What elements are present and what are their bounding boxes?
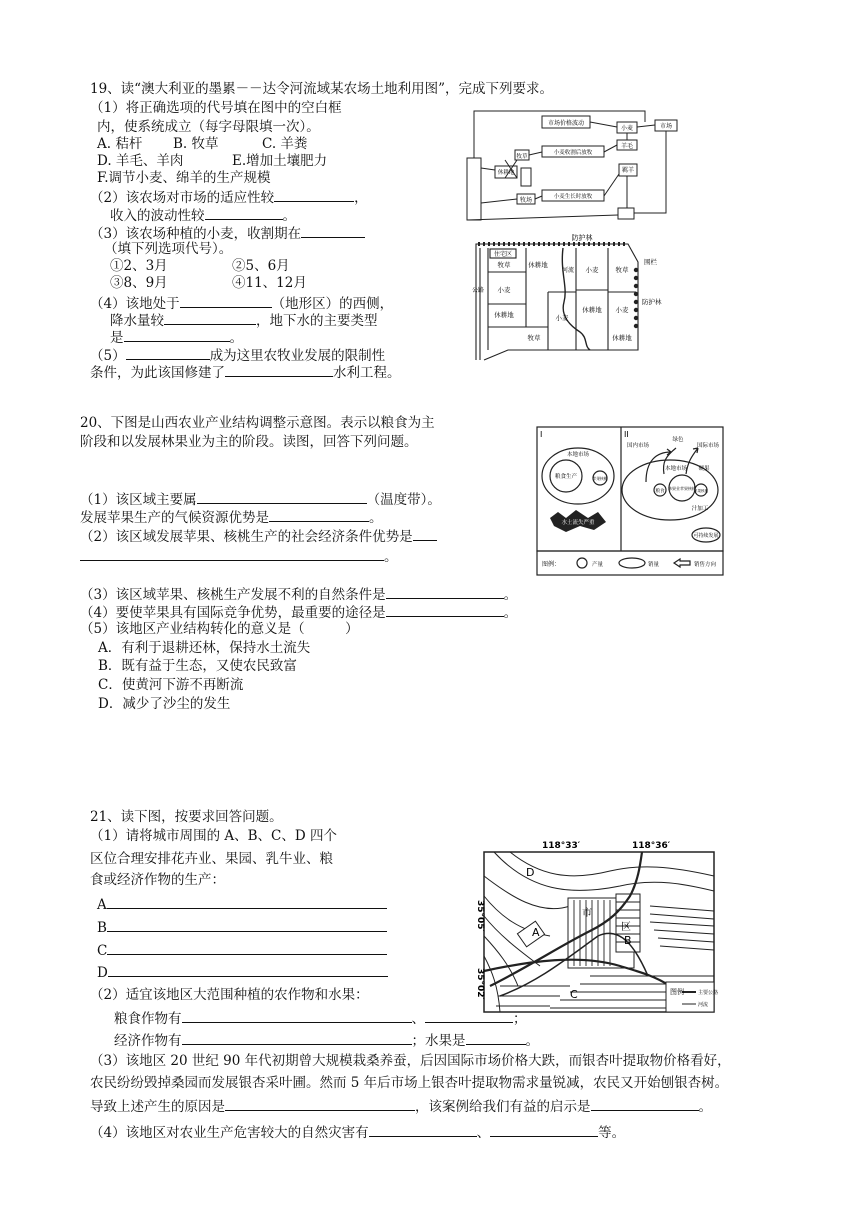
map-legend-river: 河流 — [698, 1002, 709, 1008]
fig-label: 绿色 — [672, 437, 684, 443]
q20-part4: （4）要使苹果具有国际竞争优势，最重要的途径是 。 — [80, 602, 517, 622]
map-city: 区 — [621, 922, 631, 933]
map-label: 牧草 — [527, 334, 541, 342]
q19-option-a: A. 秸杆 — [97, 136, 143, 152]
q19-part2-line2: 收入的波动性较 。 — [110, 205, 296, 225]
answer-blank[interactable] — [591, 1096, 699, 1111]
flow-label: 羁羊 — [621, 167, 635, 174]
q19-part4-line3: 是 。 — [110, 327, 243, 347]
map-label: 公路 — [472, 287, 485, 294]
answer-blank[interactable] — [107, 894, 387, 909]
fig-legend: 销量 — [648, 562, 660, 568]
map-label: 围栏 — [644, 258, 657, 266]
answer-blank[interactable] — [386, 584, 504, 599]
q20-figure — [536, 426, 726, 578]
q19-month-3: ③8、9月 — [110, 275, 168, 291]
map-label: 休耕地 — [494, 311, 514, 319]
q21-part3-line2: 农民纷纷毁掉桑园而发展银杏采叶圃。然而 5 年后市场上银杏叶提取物需求量锐减，农民又开始刨银杏树。 — [90, 1075, 729, 1091]
answer-blank[interactable] — [182, 1008, 412, 1023]
fig-label: 可持续发展 — [693, 533, 719, 539]
q21-answer-d: D — [97, 962, 388, 982]
q20-part3: （3）该区域苹果、核桃生产发展不利的自然条件是 。 — [80, 584, 517, 604]
map-label: 牧草 — [615, 266, 629, 274]
answer-blank[interactable] — [124, 327, 230, 342]
answer-blank[interactable] — [225, 1096, 415, 1111]
answer-blank[interactable] — [301, 223, 365, 238]
q19-part1-line2: 内，使系统成立（每字母限填一次）。 — [97, 119, 320, 135]
q19-part4-line2: 降水量较 ，地下水的主要类型 — [110, 310, 378, 330]
q20-part5: （5）该地区产业结构转化的意义是（ ） — [80, 621, 359, 637]
fig-label: 林果业苹果核桃 — [668, 486, 696, 491]
fig-label: 苹果核桃 — [694, 489, 708, 493]
map-label: 小麦 — [615, 306, 629, 314]
q21-answer-a: A — [97, 894, 387, 914]
fig-label: 国际市场 — [696, 443, 720, 449]
q21-part4: （4）该地区对农业生产危害较大的自然灾害有 、 等。 — [90, 1122, 625, 1142]
answer-blank[interactable] — [180, 293, 272, 308]
q20-part2-line2: 。 — [80, 546, 398, 566]
map-latitude: 35°02′ — [475, 968, 485, 1000]
q20-option-c: C．使黄河下游不再断流 — [98, 677, 244, 693]
fig-label: 水土流失严重 — [561, 520, 595, 526]
map-region-a: A — [532, 926, 540, 939]
map-label: 牧草 — [497, 261, 511, 269]
answer-blank[interactable] — [107, 940, 387, 955]
answer-blank[interactable] — [274, 187, 354, 202]
answer-blank[interactable] — [182, 1030, 412, 1045]
q19-month-2: ②5、6月 — [232, 258, 290, 274]
q19-option-c: C. 羊粪 — [262, 136, 308, 152]
q19-part1-line1: （1）将正确选项的代号填在图中的空白框 — [90, 100, 342, 116]
map-label: 住宅区 — [493, 251, 513, 258]
q19-option-d: D. 羊毛、羊肉 — [97, 153, 184, 169]
flow-label: 牧场 — [519, 197, 533, 204]
q20-title-line2: 阶段和以发展林果业为主的阶段。读图，回答下列问题。 — [80, 434, 418, 450]
q21-part2-cash: 经济作物有 ；水果是 。 — [114, 1030, 539, 1050]
q21-part2: （2）适宜该地区大范围种植的农作物和水果： — [90, 987, 369, 1003]
answer-blank[interactable] — [205, 205, 283, 220]
fig-label: 硬果 — [698, 466, 710, 472]
fig-label: 汁加工 — [691, 506, 709, 512]
fig-legend: 销售方向 — [694, 562, 717, 568]
flow-label: 休耕地 — [497, 170, 515, 176]
map-region-d: D — [526, 866, 535, 879]
q21-answer-c: C — [97, 940, 387, 960]
answer-blank[interactable] — [413, 526, 437, 541]
map-legend-road: 主要公路 — [698, 990, 719, 996]
flow-label: 牧草 — [516, 154, 528, 160]
answer-blank[interactable] — [107, 917, 387, 932]
flow-label: 小麦收割后放牧 — [553, 150, 593, 156]
answer-blank[interactable] — [490, 1122, 598, 1137]
map-region-b: B — [624, 934, 632, 947]
fig-legend: 图例： — [542, 561, 561, 568]
flow-label: 市场价格波动 — [547, 120, 585, 127]
q21-part1-line2: 区位合理安排花卉业、果园、乳牛业、粮 — [90, 851, 333, 867]
q20-part1-line1: （1）该区域主要属 （温度带）。 — [80, 489, 441, 509]
flow-label: 小麦 — [620, 125, 634, 132]
q19-part3-line2: （填下列选项代号）。 — [104, 241, 233, 257]
fig-label: 本地市场 — [566, 452, 590, 458]
map-longitude: 118°36′ — [632, 841, 671, 851]
map-legend-title: 图例 — [670, 988, 684, 996]
q19-option-f: F.调节小麦、绵羊的生产规模 — [97, 170, 271, 186]
q19-month-1: ①2、3月 — [110, 258, 168, 274]
q21-part3-line1: （3）该地区 20 世纪 90 年代初期曾大规模栽桑养蚕，后因国际市场价格大跌，而银杏叶提取物价格看好， — [90, 1053, 731, 1069]
map-label: 河流 — [561, 267, 575, 274]
flow-label: 市场 — [659, 123, 673, 130]
answer-blank[interactable] — [80, 546, 384, 561]
stage-label: II — [624, 430, 629, 439]
map-region-c: C — [570, 988, 578, 1001]
map-label: 小麦 — [555, 314, 569, 322]
q21-map — [470, 836, 720, 1016]
answer-blank[interactable] — [269, 507, 369, 522]
q21-part1-line3: 食或经济作物的生产： — [90, 872, 225, 888]
answer-blank[interactable] — [466, 1030, 526, 1045]
answer-blank[interactable] — [386, 602, 504, 617]
q20-part2-line1: （2）该区域发展苹果、核桃生产的社会经济条件优势是 — [80, 526, 437, 546]
answer-blank[interactable] — [164, 310, 256, 325]
q20-title-line1: 20、下图是山西农业产业结构调整示意图。表示以粮食为主 — [80, 415, 435, 431]
fig-label: 粮食生产 — [554, 474, 578, 480]
q19-land-map — [468, 232, 662, 362]
q19-part2-line1: （2）该农场对市场的适应性较 ， — [90, 187, 368, 207]
q19-month-4: ④11、12月 — [232, 275, 307, 291]
q19-part5-line1: （5） 成为这里农牧业发展的限制性 — [90, 345, 385, 365]
answer-blank[interactable] — [126, 345, 210, 360]
q19-flow-diagram — [465, 108, 690, 230]
map-label: 防护林 — [571, 234, 593, 242]
fig-label: 粮食 — [655, 489, 665, 494]
q21-part1-line1: （1）请将城市周围的 A、B、C、D 四个 — [90, 828, 337, 844]
stage-label: I — [540, 430, 543, 439]
map-label: 小麦 — [497, 286, 511, 294]
q20-option-d: D．减少了沙尘的发生 — [98, 696, 231, 712]
flow-label: 小麦生长时放牧 — [553, 194, 593, 200]
q19-part4-line1: （4）该地处于 （地形区）的西侧， — [90, 293, 393, 313]
q19-part5-line2: 条件，为此该国修建了 水利工程。 — [90, 362, 401, 382]
map-longitude: 118°33′ — [542, 841, 581, 851]
q21-title: 21、读下图，按要求回答问题。 — [90, 809, 283, 825]
q21-part3-line3: 导致上述产生的原因是 ，该案例给我们有益的启示是 。 — [90, 1096, 712, 1116]
q21-answer-b: B — [97, 917, 387, 937]
q19-option-e: E.增加土壤肥力 — [232, 153, 328, 169]
map-city: 市 — [582, 908, 592, 919]
map-label: 休耕地 — [528, 261, 548, 269]
q20-option-a: A．有利于退耕还林，保持水土流失 — [98, 640, 311, 656]
q19-title: 19、读“澳大利亚的墨累－－达令河流域某农场土地利用图”，完成下列要求。 — [90, 81, 553, 97]
q21-part2-grain: 粮食作物有 、 ； — [114, 1008, 527, 1028]
map-label: 防护林 — [642, 298, 662, 306]
fig-label: 苹果核桃 — [592, 476, 608, 481]
q20-part1-line2: 发展苹果生产的气候资源优势是 。 — [80, 507, 383, 527]
q19-part3-line1: （3）该农场种植的小麦，收割期在 — [90, 223, 365, 243]
answer-blank[interactable] — [197, 489, 367, 504]
q20-option-b: B．既有益于生态，又使农民致富 — [98, 658, 297, 674]
map-latitude: 35°05′ — [475, 900, 485, 932]
fig-legend: 产量 — [592, 562, 604, 568]
map-label: 小麦 — [585, 266, 599, 274]
flow-label: 羊毛 — [620, 143, 634, 150]
q19-option-b: B. 牧草 — [173, 136, 219, 152]
answer-blank[interactable] — [108, 962, 388, 977]
answer-blank[interactable] — [225, 362, 333, 377]
answer-blank[interactable] — [369, 1122, 477, 1137]
fig-label: 本地市场 — [664, 466, 688, 472]
map-label: 休耕地 — [612, 334, 632, 342]
map-label: 休耕地 — [582, 306, 602, 314]
fig-label: 国内市场 — [626, 443, 650, 449]
